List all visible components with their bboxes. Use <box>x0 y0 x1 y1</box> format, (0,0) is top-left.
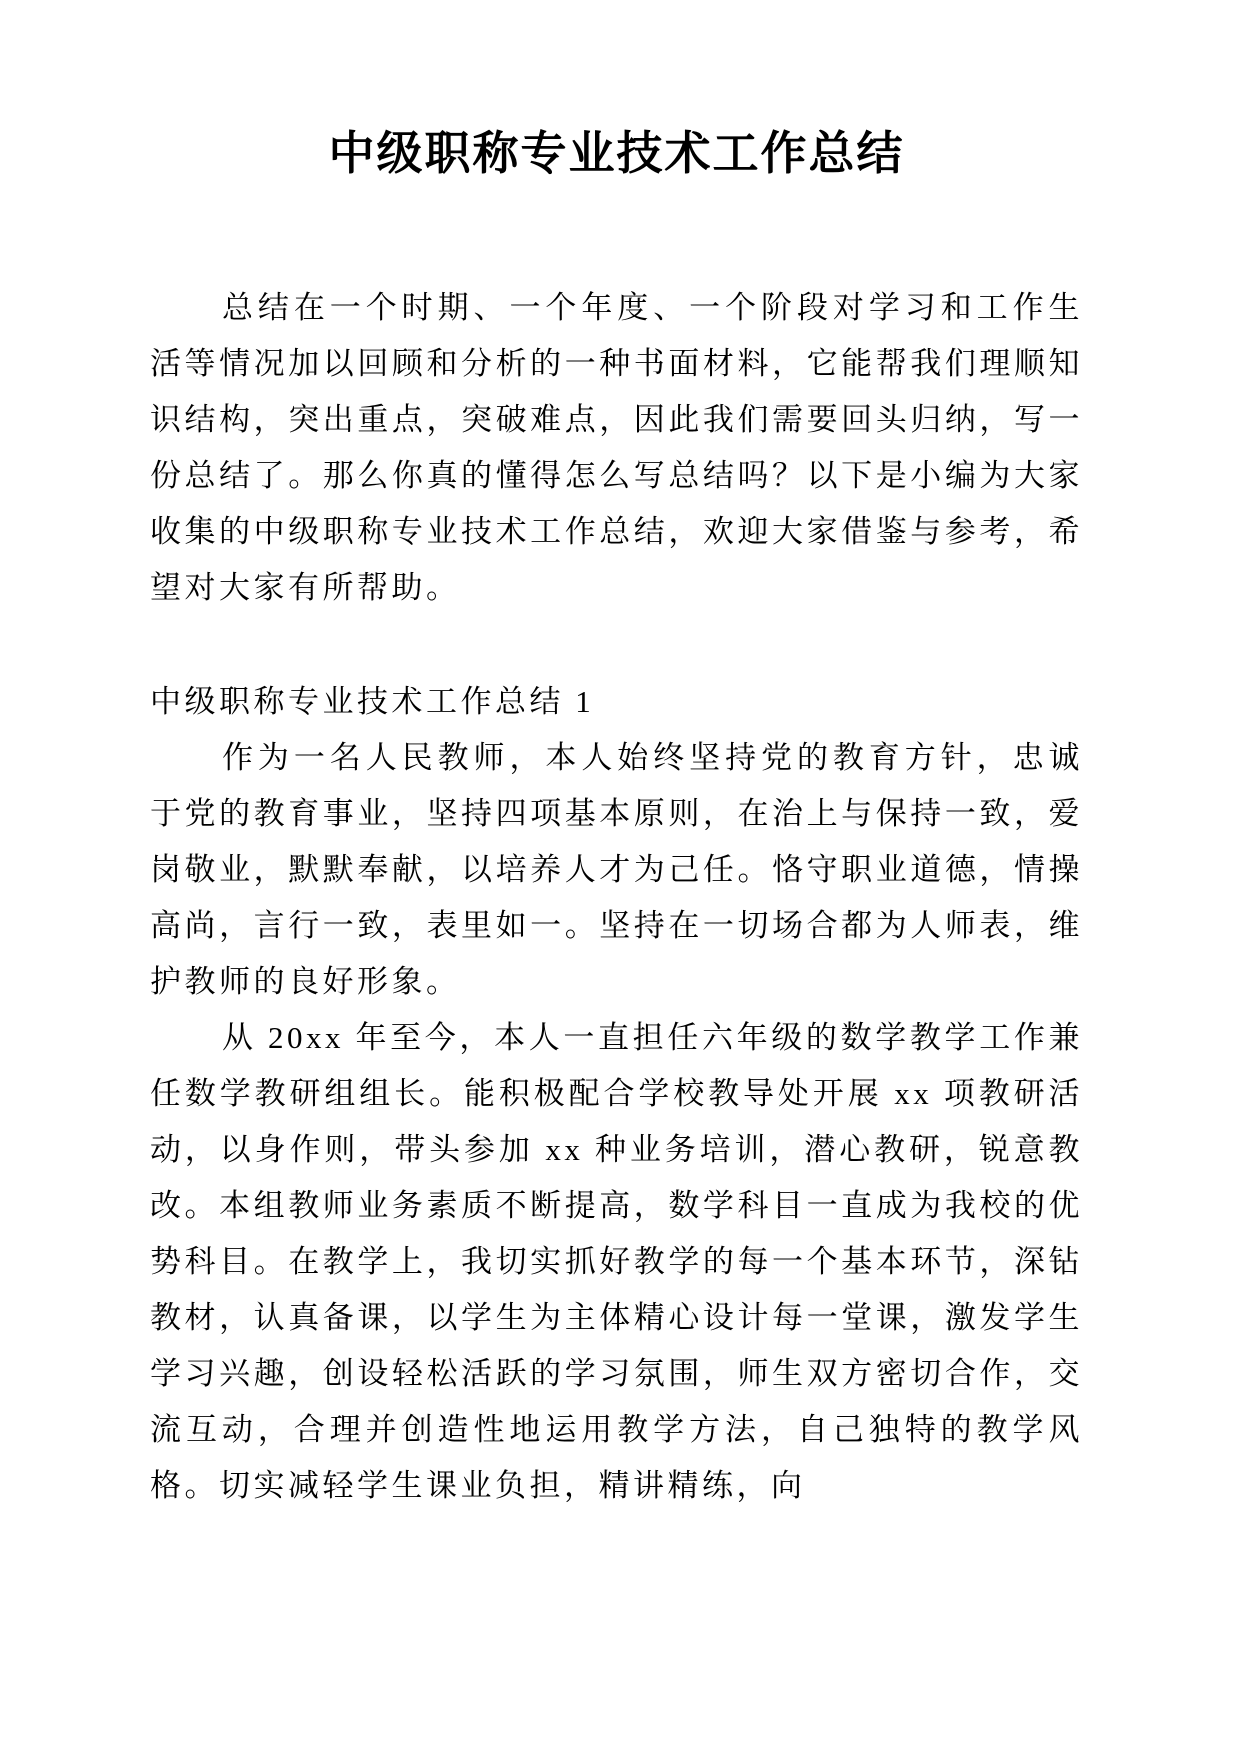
section-1-paragraph-2: 从 20xx 年至今，本人一直担任六年级的数学教学工作兼任数学教研组组长。能积极配合学校教导处开展 xx 项教研活动，以身作则，带头参加 xx 种业务培训，潜心教研，锐意教改。本组教师业务素质不断提高，数学科目一直成为我校的优势科目。在教学上，我切实抓好教学的每一个基本环节，深钻教材，认真备课，以学生为主体精心设计每一堂课，激发学生学习兴趣，创设轻松活跃的学习氛围，师生双方密切合作，交流互动，合理并创造性地运用教学方法，自己独特的教学风格。切实减轻学生课业负担，精讲精练，向 <box>150 1020 1083 1503</box>
intro-paragraph: 总结在一个时期、一个年度、一个阶段对学习和工作生活等情况加以回顾和分析的一种书面材料，它能帮我们理顺知识结构，突出重点，突破难点，因此我们需要回头归纳，写一份总结了。那么你真的懂得怎么写总结吗？以下是小编为大家收集的中级职称专业技术工作总结，欢迎大家借鉴与参考，希望对大家有所帮助。 <box>150 290 1083 605</box>
section-1-paragraph-1: 作为一名人民教师，本人始终坚持党的教育方针，忠诚于党的教育事业，坚持四项基本原则，在治上与保持一致，爱岗敬业，默默奉献，以培养人才为己任。恪守职业道德，情操高尚，言行一致，表里如一。坚持在一切场合都为人师表，维护教师的良好形象。 <box>150 740 1083 999</box>
section-1-heading: 中级职称专业技术工作总结 1 <box>150 684 595 719</box>
document-title: 中级职称专业技术工作总结 <box>328 128 905 179</box>
